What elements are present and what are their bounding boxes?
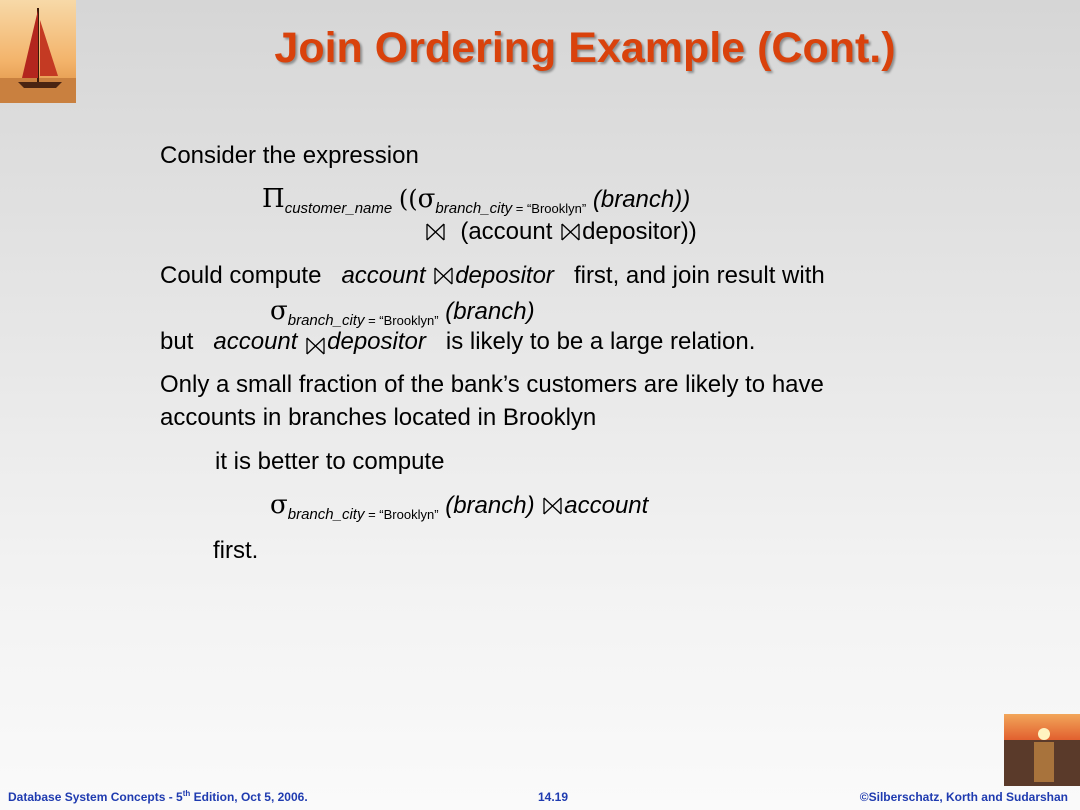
footer-slide-number: 14.19 bbox=[538, 790, 569, 804]
first-join-label: first, and join result with bbox=[573, 262, 825, 289]
account-term: account bbox=[564, 492, 649, 519]
depositor-term: depositor)) bbox=[582, 218, 697, 245]
text-could-compute bbox=[160, 262, 825, 290]
footer-book-title bbox=[8, 789, 308, 804]
expression-projection bbox=[262, 184, 690, 217]
depositor-term: depositor bbox=[327, 328, 426, 355]
branch-term: (branch) bbox=[438, 298, 535, 325]
sailboat-logo bbox=[0, 0, 76, 103]
expression-selection bbox=[270, 296, 535, 329]
slide-title: Join Ordering Example (Cont.) bbox=[274, 24, 896, 72]
footer-copyright: ©Silberschatz, Korth and Sudarshan bbox=[859, 790, 1068, 804]
branch-term: (branch) bbox=[438, 492, 535, 519]
footer-edition-date: Edition, Oct 5, 2006. bbox=[190, 790, 308, 804]
pi-subscript: customer_name bbox=[284, 200, 393, 217]
sigma-condition: = “Brooklyn” bbox=[364, 507, 439, 522]
natural-join-icon bbox=[434, 267, 453, 285]
natural-join-icon bbox=[561, 223, 580, 241]
footer-book-label: Database System Concepts - 5 bbox=[8, 790, 183, 804]
sigma-subscript: branch_city bbox=[435, 200, 513, 217]
branch-term: (branch)) bbox=[586, 186, 691, 213]
could-compute-label: Could compute bbox=[160, 262, 322, 289]
sigma-subscript: branch_city bbox=[287, 312, 365, 329]
depositor-term: depositor bbox=[455, 262, 554, 289]
footer-edition-sup: th bbox=[182, 789, 191, 798]
expression-join-line bbox=[424, 218, 697, 246]
account-term: (account bbox=[460, 218, 560, 245]
text-accounts-brooklyn: accounts in branches located in Brooklyn bbox=[160, 404, 597, 431]
text-consider: Consider the expression bbox=[160, 142, 419, 169]
natural-join-icon bbox=[426, 223, 445, 241]
account-term: account bbox=[213, 328, 298, 355]
natural-join-icon bbox=[306, 337, 325, 355]
large-relation-label: is likely to be a large relation. bbox=[445, 328, 756, 355]
text-better-compute: it is better to compute bbox=[215, 448, 445, 475]
account-term: account bbox=[341, 262, 426, 289]
expression-better bbox=[270, 490, 648, 523]
open-parens: (( bbox=[398, 185, 418, 213]
text-small-fraction: Only a small fraction of the bank’s customers are likely to have bbox=[160, 371, 824, 398]
sigma-subscript: branch_city bbox=[287, 506, 365, 523]
text-but bbox=[160, 328, 755, 356]
sigma-symbol: σ bbox=[270, 490, 288, 520]
sigma-symbol: σ bbox=[270, 296, 288, 326]
pi-symbol: Π bbox=[262, 184, 285, 214]
natural-join-icon bbox=[543, 497, 562, 515]
text-first: first. bbox=[213, 537, 259, 564]
but-label: but bbox=[160, 328, 194, 355]
sigma-condition: = “Brooklyn” bbox=[364, 313, 439, 328]
sunset-image bbox=[1004, 714, 1080, 786]
sigma-condition: = “Brooklyn” bbox=[512, 201, 587, 216]
sigma-symbol: σ bbox=[417, 184, 436, 214]
